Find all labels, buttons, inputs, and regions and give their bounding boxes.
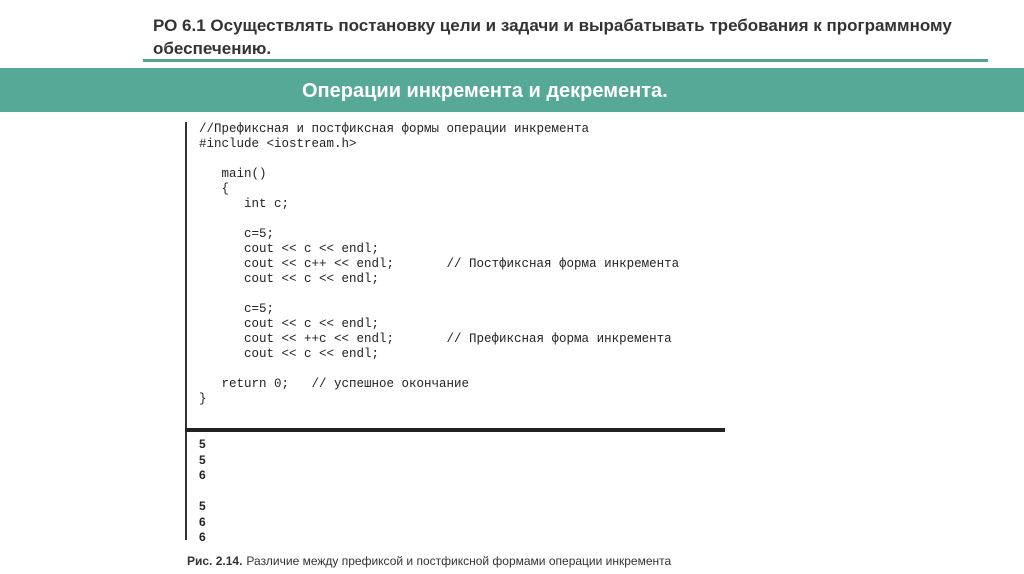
- output-separator: [185, 428, 725, 432]
- caption-number: Рис. 2.14.: [187, 554, 243, 568]
- code-figure: [185, 122, 730, 544]
- code-left-border: [185, 122, 187, 540]
- header-underline: [143, 59, 988, 62]
- banner-title: Операции инкремента и декремента.: [302, 80, 668, 102]
- slide-header-title: РО 6.1 Осуществлять постановку цели и задачи и вырабатывать требования к программному обеспечению.: [153, 16, 952, 58]
- caption-text: Различие между префиксой и постфиксной формами операции инкремента: [246, 554, 672, 568]
- figure-caption: [187, 553, 671, 569]
- title-banner: [0, 68, 1024, 112]
- code-listing: //Префиксная и постфиксная формы операции инкремента #include <iostream.h> main() { int c; c=5; cout << c << endl; cout << c++ << endl; // Постфиксная форма инкремента cout << c << endl; c=5; cout << c << endl; cout << ++c << endl; // Префиксная форма инкремента cout << c << endl; return 0; // успешное окончание }: [199, 122, 680, 406]
- program-output: 5 5 6 5 6 6: [199, 437, 206, 544]
